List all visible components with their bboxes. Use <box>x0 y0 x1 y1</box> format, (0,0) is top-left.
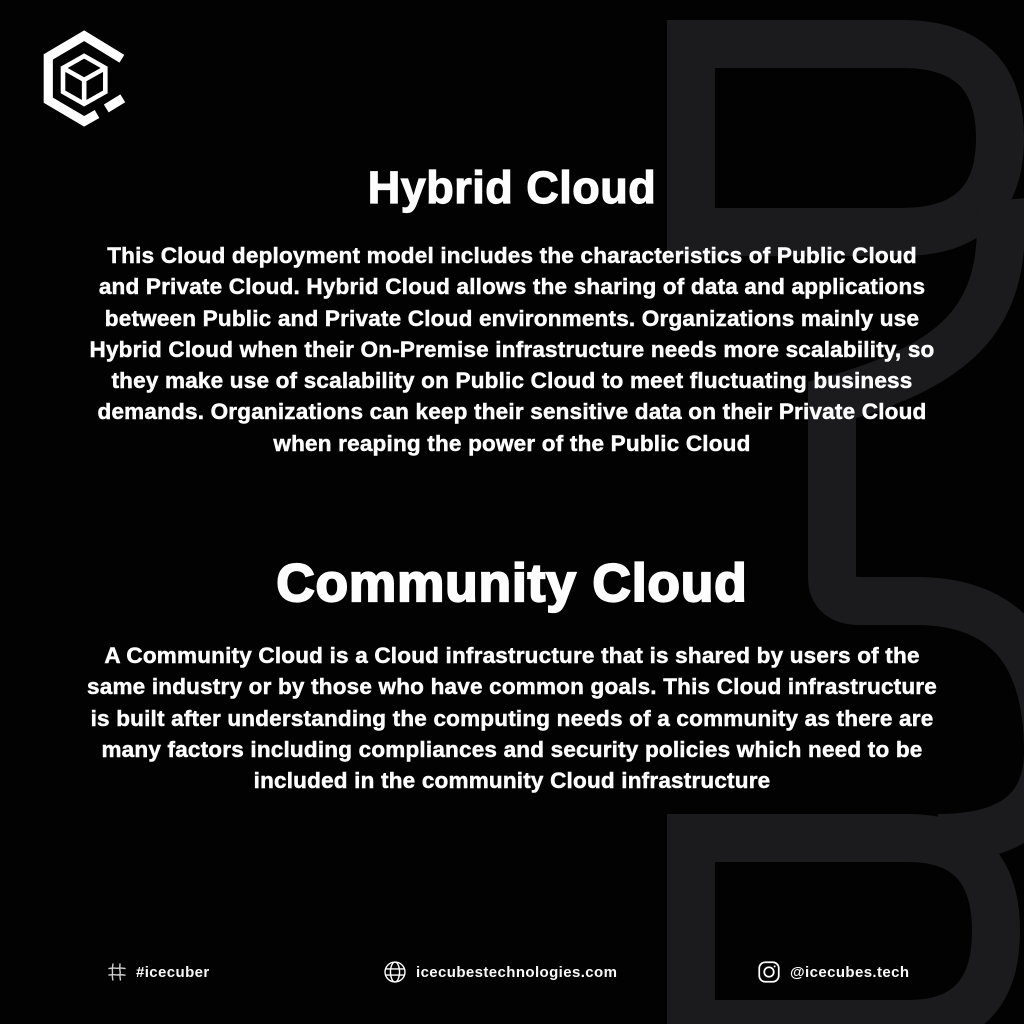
hash-doodle-icon <box>106 961 128 983</box>
footer-instagram <box>756 956 909 988</box>
footer-website <box>382 956 617 988</box>
community-cloud-title: Community Cloud <box>276 554 748 613</box>
hybrid-cloud-title: Hybrid Cloud <box>367 162 657 213</box>
footer-website-label: icecubestechnologies.com <box>416 963 618 981</box>
footer-hashtag-label: #icecuber <box>136 963 210 981</box>
footer-instagram-label: @icecubes.tech <box>790 963 910 981</box>
footer-hashtag <box>106 956 210 988</box>
globe-icon <box>382 959 408 985</box>
hybrid-cloud-description: This Cloud deployment model includes the characteristics of Public Cloud and Private Cloud. Hybrid Cloud allows the sharing of data and applications between Public and Private Cloud environments. Organizations mainly use Hybrid Cloud when their On-Premise infrastructure needs more scalability, so they make use of scalability on Public Cloud to meet fluctuating business demands. Organizations can keep their sensitive data on their Private Cloud when reaping the power of the Public Cloud <box>89 243 935 456</box>
community-cloud-description: A Community Cloud is a Cloud infrastructure that is shared by users of the same industry or by those who have common goals. This Cloud infrastructure is built after understanding the computing needs of a community as there are many factors including compliances and security policies which need to be included in the community Cloud infrastructure <box>87 643 937 794</box>
icecubes-logo-icon <box>40 28 132 130</box>
instagram-icon <box>756 959 782 985</box>
